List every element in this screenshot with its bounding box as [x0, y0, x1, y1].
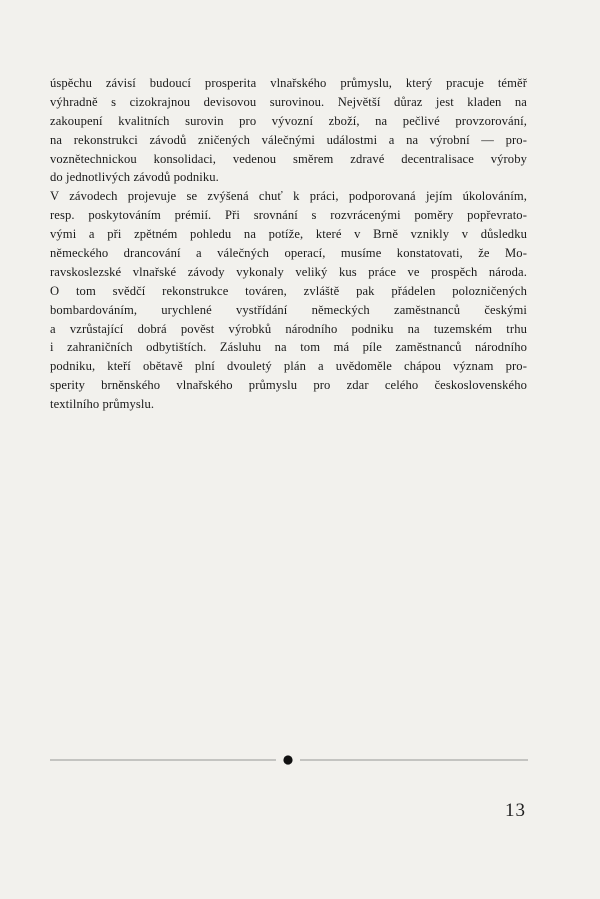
text-line: ravskoslezské vlnařské závody vykonaly veliký kus práce ve prospěch národa. [50, 264, 527, 279]
text-line: podniku, kteří obětavě plní dvouletý plán a uvědoměle chápou význam pro- [50, 359, 527, 374]
text-line: bombardováním, urychlené vystřídání německých zaměstnanců českými [50, 302, 527, 317]
text-line: V závodech projevuje se zvýšená chuť k práci, podporovaná jejím úkolováním, [50, 189, 527, 204]
text-line: i zahraničních odbytištích. Zásluhu na tom má píle zaměstnanců národního [50, 340, 527, 355]
text-line: vými a při zpětném pohledu na potíže, které v Brně vznikly v důsledku [50, 227, 527, 242]
text-line: a vzrůstající dobrá pověst výrobků národního podniku na tuzemském trhu [50, 321, 527, 336]
text-line: textilního průmyslu. [50, 397, 155, 412]
section-divider-ornament [50, 753, 528, 767]
text-line: úspěchu závisí budoucí prosperita vlnařského průmyslu, který pracuje téměř [50, 76, 527, 90]
text-line: německého drancování a válečných operací, musíme konstatovati, že Mo- [50, 246, 527, 261]
text-line: voznětechnickou konsolidaci, vedenou směrem zdravé decentralisace výroby [50, 151, 527, 166]
text-line: sperity brněnského vlnařského průmyslu pro zdar celého československého [50, 378, 527, 393]
text-line: na rekonstrukci závodů zničených válečnými událostmi a na výrobní — pro- [50, 132, 527, 147]
text-line: do jednotlivých závodů podniku. [50, 170, 219, 185]
text-line: O tom svědčí rekonstrukce továren, zvláště pak přádelen polozničených [50, 283, 527, 298]
divider-dot [283, 755, 292, 764]
page-number: 13 [505, 800, 526, 821]
text-line: resp. poskytováním prémií. Při srovnání s rozvrácenými poměry popřevrato- [50, 208, 527, 223]
text-line: zakoupení kvalitních surovin pro vývozní zboží, na pečlivé provzorování, [50, 113, 527, 128]
body-text [50, 74, 527, 414]
text-line: výhradně s cizokrajnou devisovou surovinou. Největší důraz jest kladen na [50, 94, 527, 109]
